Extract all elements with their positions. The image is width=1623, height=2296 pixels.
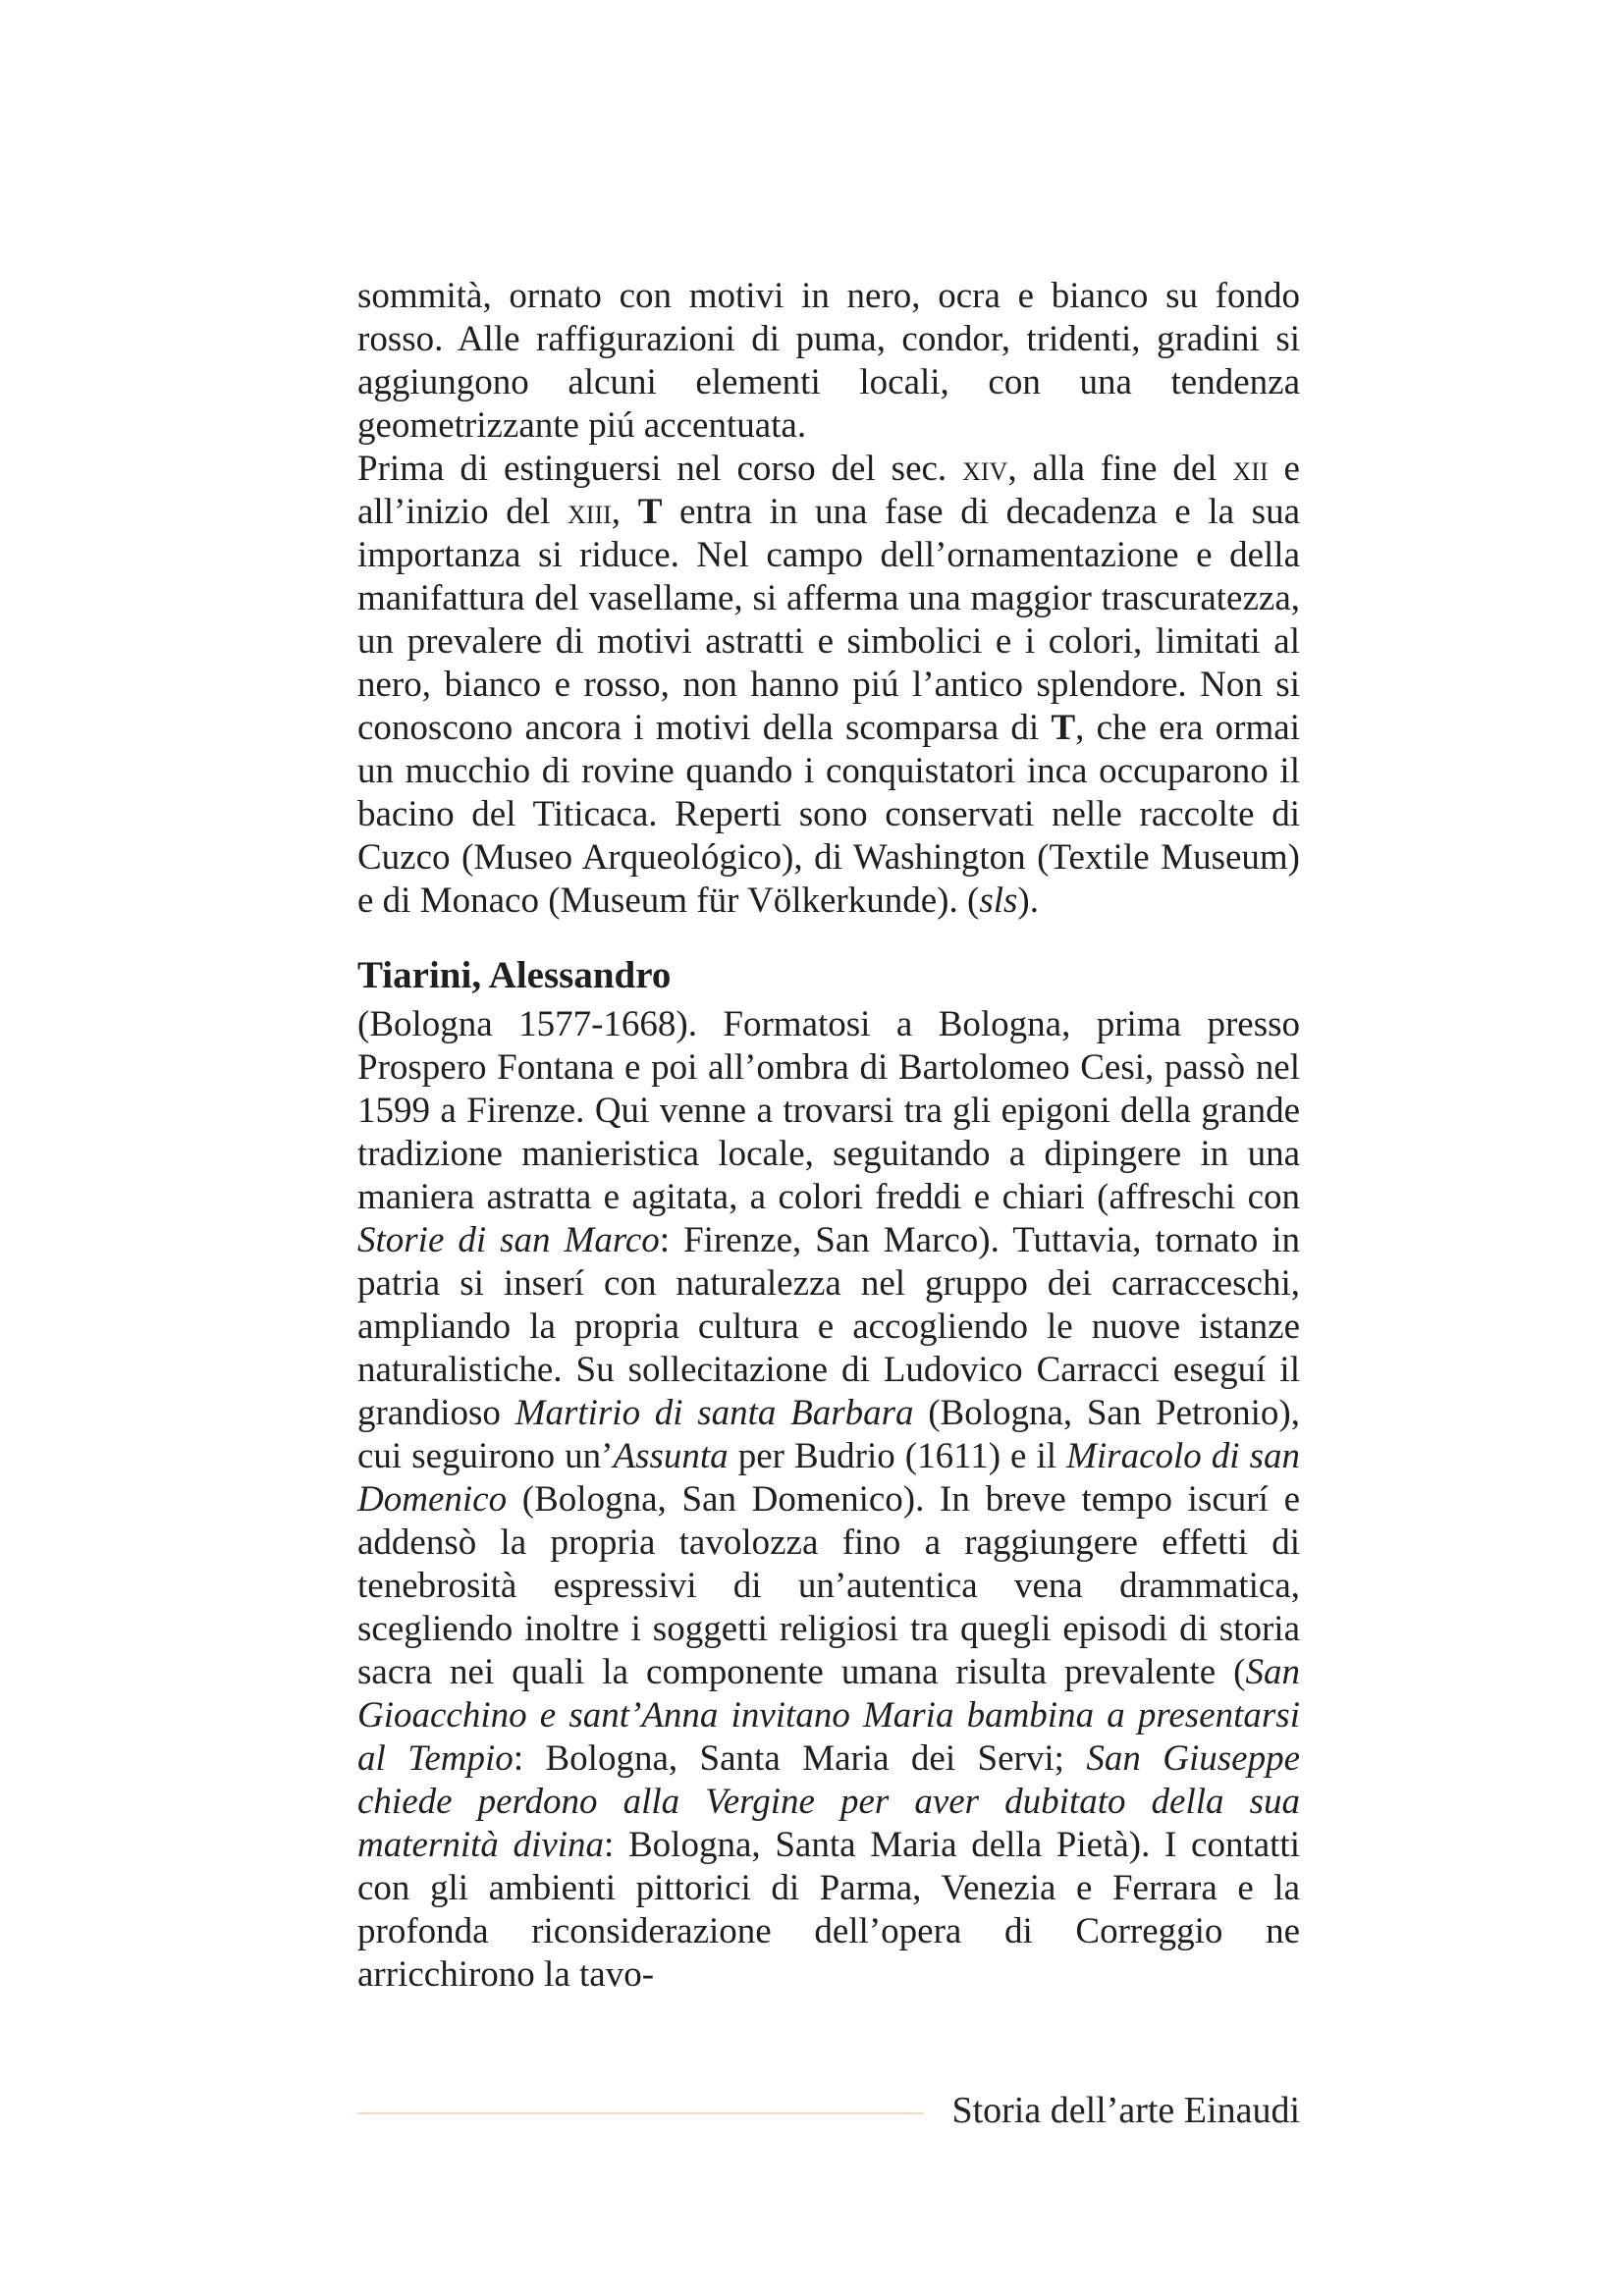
entry-heading: Tiarini, Alessandro: [357, 954, 672, 996]
work-title: Assunta: [613, 1436, 729, 1476]
paragraph-text: , che era ormai un mucchio di rovine quando i conquistatori inca occuparono il bacino del Titicaca. Reperti sono conservati nelle raccolte di Cuzco (Museo Arqueológico), di Washington (Textile Museum) e di Monaco (Museum für Völkerkunde). (: [357, 708, 1300, 921]
paragraph-text: , alla fine del: [1007, 449, 1233, 489]
work-title: Storie di san Marco: [357, 1220, 660, 1260]
paragraph-text: Prima di estinguersi nel corso del sec.: [357, 449, 963, 489]
century-numeral: xiv: [962, 449, 1008, 489]
paragraph-text: (Bologna, San Domenico). In breve tempo iscurí e addensò la propria tavolozza fino a raggiungere effetti di tenebrosità espressivi di un’autentica vena drammatica, scegliendo inoltre i soggetti religiosi tra quegli episodi di storia sacra nei quali la componente umana risulta prevalente (: [357, 1479, 1300, 1692]
paragraph-text: : Bologna, Santa Maria dei Servi;: [513, 1738, 1087, 1779]
footer-title: Storia dell’arte Einaudi: [951, 2090, 1300, 2131]
paragraph-text: entra in una fase di decadenza e la sua importanza si riduce. Nel campo dell’ornamentazione e della manifattura del vasellame, si afferma una maggior trascuratezza, un prevalere di motivi astratti e simbolici e i colori, limitati al nero, bianco e rosso, non hanno piú l’antico splendore. Non si conoscono ancora i motivi della scomparsa di: [357, 492, 1300, 748]
paragraph-text: : Firenze, San Marco). Tuttavia, tornato in patria si inserí con naturalezza nel gruppo dei carracceschi, ampliando la propria cultura e accogliendo le nuove istanze naturalistiche. Su sollecitazione di Ludovico Carracci eseguí il grandioso: [357, 1220, 1300, 1433]
paragraph-text: (Bologna 1577-1668). Formatosi a Bologna, prima presso Prospero Fontana e poi all’ombra di Bartolomeo Cesi, passò nel 1599 a Firenze. Qui venne a trovarsi tra gli epigoni della grande tradizione manieristica locale, seguitando a dipingere in una maniera astratta e agitata, a colori freddi e chiari (affreschi con: [357, 1004, 1300, 1217]
paragraph-decline: [357, 448, 1300, 923]
paragraph-text: e all’inizio del: [357, 449, 1300, 532]
work-title: Miracolo di san Domenico: [357, 1436, 1300, 1520]
author-initials: sls: [979, 881, 1018, 921]
page-body: [357, 275, 1300, 1997]
work-title: San Gioacchino e sant’Anna invitano Maria bambina a presentarsi al Tempio: [357, 1652, 1300, 1779]
century-numeral: xiii: [568, 492, 612, 532]
entry-abbreviation: T: [637, 492, 663, 532]
work-title: San Giuseppe chiede perdono alla Vergine per aver dubitato della sua maternità divina: [357, 1738, 1301, 1865]
paragraph-text: ,: [611, 492, 638, 532]
entry-abbreviation: T: [1051, 708, 1076, 748]
work-title: Martirio di santa Barbara: [514, 1393, 914, 1433]
paragraph-text: sommità, ornato con motivi in nero, ocra e bianco su fondo rosso. Alle raffigurazioni di puma, condor, tridenti, gradini si aggiungono alcuni elementi locali, con una tendenza geometrizzante piú accentuata.: [357, 276, 1300, 446]
page-footer: [357, 2081, 1300, 2140]
paragraph-text: per Budrio (1611) e il: [728, 1436, 1067, 1476]
entry-body: [357, 1003, 1300, 1997]
paragraph-continuation: [357, 275, 1300, 448]
century-numeral: xii: [1232, 449, 1269, 489]
paragraph-text: (Bologna, San Petronio), cui seguirono un’: [357, 1393, 1300, 1476]
paragraph-text: ).: [1017, 881, 1039, 921]
paragraph-text: : Bologna, Santa Maria della Pietà). I contatti con gli ambienti pittorici di Parma, Venezia e Ferrara e la profonda riconsiderazione dell’opera di Correggio ne arricchirono la tavo-: [357, 1825, 1300, 1995]
footer-rule: [357, 2112, 924, 2114]
